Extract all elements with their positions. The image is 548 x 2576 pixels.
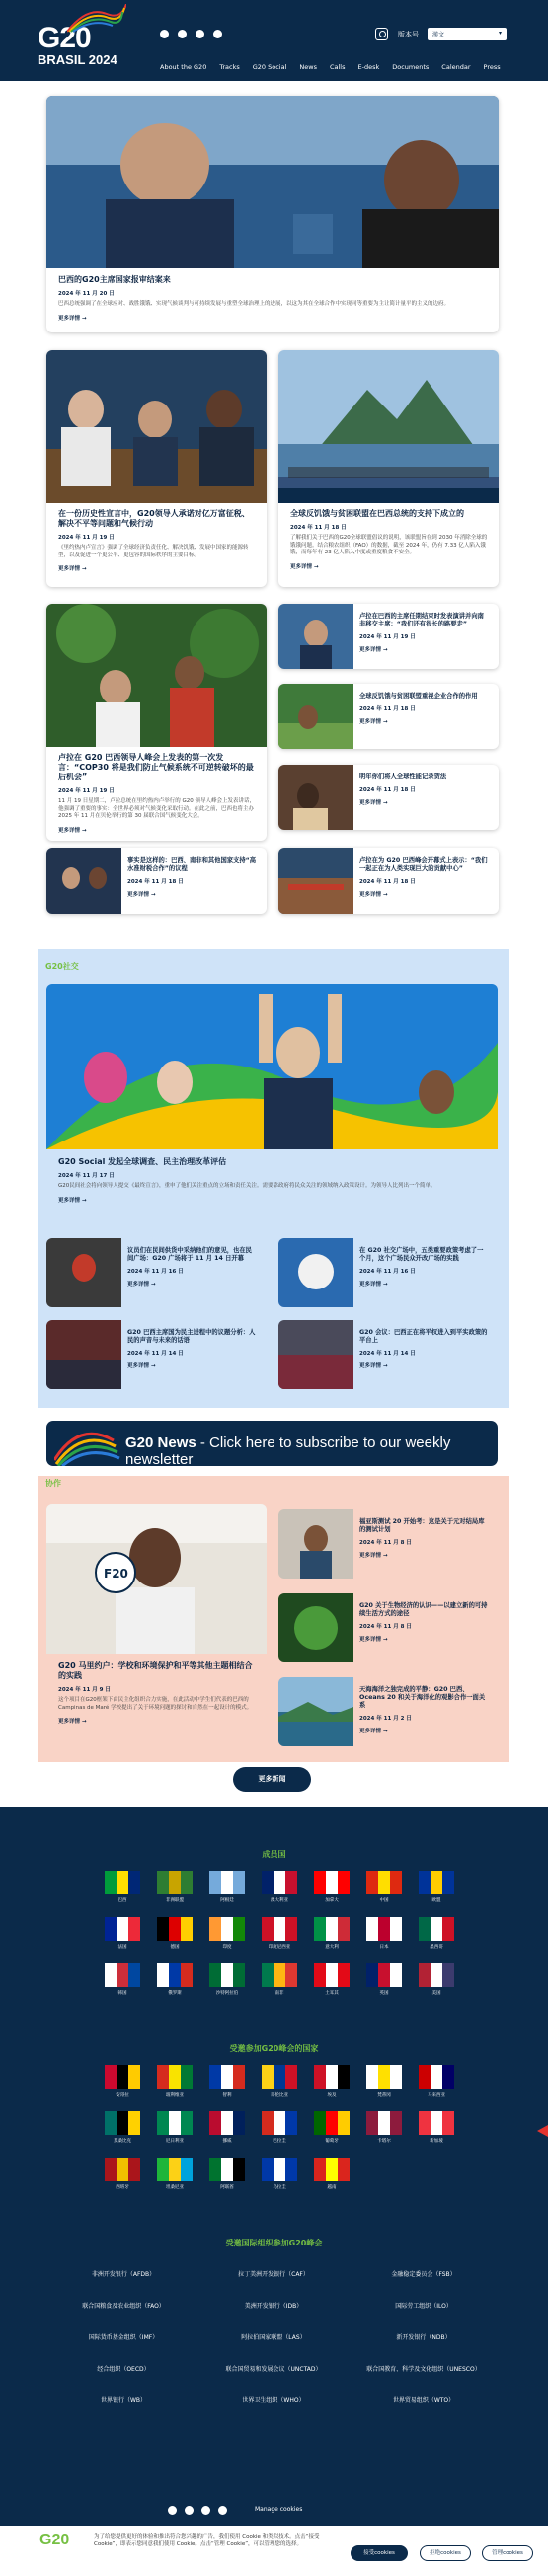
social-feature-photo [46,984,498,1149]
country-flag[interactable] [157,2111,193,2144]
flag-icon [105,1963,140,1987]
org-link[interactable]: 联合国粮食及农业组织（FAO） [82,2303,165,2310]
country-flag[interactable] [366,2065,402,2098]
news-date: 2024 年 11 月 8 日 [359,1540,412,1546]
org-link[interactable]: 阿拉伯国家联盟（LAS） [241,2334,306,2341]
news-thumbnail [278,848,353,914]
country-flag[interactable] [209,1917,245,1950]
org-link[interactable]: 世界银行（WB） [100,2397,147,2404]
flag-icon [366,1963,402,1987]
news-date: 2024 年 11 月 19 日 [58,535,115,541]
country-flag[interactable] [105,1963,140,1996]
menu-about[interactable]: About the G20 [160,63,207,71]
flag-icon [105,1871,140,1894]
cookie-banner [0,2526,548,2576]
news-card[interactable] [46,350,267,587]
partner-feature-photo [46,1504,267,1654]
news-card-small[interactable] [46,848,267,914]
invited-heading: 受邀参加G20峰会的国家 [229,2044,319,2053]
menu-e-desk[interactable]: E-desk [357,63,380,71]
country-name: 阿联酋 [220,2185,234,2190]
arrow-left-icon[interactable] [537,2125,548,2137]
social-feature-card[interactable] [46,984,498,1203]
country-flag[interactable] [419,2065,454,2098]
news-title[interactable]: G20 会议：巴西正在将平权进入到平实政策的平台上 [359,1329,488,1344]
cookie-logo: G20 [39,2532,70,2548]
cookie-text: 为了给您提供更好的体验和推出符合您兴趣的广告，我们使用 Cookie 和类似技术。点击“接受 Cookie”，即表示您同意我们使用 Cookie。点击“管理 Cookie”，可以管理您的选择。 [94,2534,320,2547]
country-name: 挪威 [222,2139,232,2144]
country-name: 日本 [379,1945,389,1950]
news-date: 2024 年 11 月 19 日 [58,788,115,794]
flickr-icon[interactable] [218,2506,227,2515]
news-thumbnail [278,684,353,749]
country-flag[interactable] [157,1917,193,1950]
flag-icon [157,1963,193,1987]
country-name: 新加坡 [430,2139,443,2144]
news-date: 2024 年 11 月 16 日 [359,1269,416,1275]
news-title[interactable]: 明年你们将人全球性能记录贺法 [359,773,447,780]
flag-icon [314,1871,350,1894]
flickr-icon[interactable] [213,30,222,38]
news-excerpt: 11 月 19 日星期二，卢拉总统在里约热内卢举行的 G20 领导人峰会上发表讲话，他强调了重要的事实：全世界必须对气候变化采取行动。在此之前，巴西也将主办 2025 年 11 月在贝伦举行的第 30 届联合国气候变化大会。 [58,798,256,819]
partner-feature-card[interactable] [46,1504,267,1750]
read-more-link[interactable]: 更多详情 → [127,892,156,898]
news-card-small[interactable] [46,1320,267,1389]
country-flag[interactable] [209,1963,245,1996]
country-flag[interactable] [105,1917,140,1950]
news-date: 2024 年 11 月 9 日 [58,1687,111,1693]
country-flag[interactable] [262,1871,297,1903]
country-name: 法国 [117,1945,127,1950]
country-name: 非洲联盟 [166,1898,184,1903]
country-name: 坦桑尼亚 [166,2185,184,2190]
flag-icon [209,2111,245,2135]
country-name: 韩国 [117,1991,127,1996]
country-flag[interactable] [262,2158,297,2190]
read-more-link[interactable]: 更多详情 → [359,1363,388,1369]
news-title[interactable]: G20 关于生物经济的认识——以建立新的可持续生活方式的途径 [359,1602,488,1617]
flag-icon [419,1917,454,1941]
accept-cookies-button[interactable]: 接受cookies [351,2545,408,2561]
instagram-icon[interactable] [178,30,187,38]
country-flag[interactable] [262,1917,297,1950]
featured-news-card[interactable] [46,96,499,332]
country-name: 阿根廷 [220,1898,234,1903]
country-name: 澳大利亚 [271,1898,288,1903]
news-date: 2024 年 11 月 14 日 [127,1351,184,1357]
news-card-small[interactable] [46,1238,267,1307]
news-card-small[interactable] [278,765,499,830]
flag-icon [157,2111,193,2135]
news-title[interactable]: 在一份历史性宣言中，G20领导人承诺对亿万富征税、解决不平等问题和气候行动 [58,509,250,528]
news-excerpt: G20民间社会将向领导人提交《最终宣言》，重申了他们关注重点的立场和责任关注。需要靠政府将民众关注的领域纳入政策设计。为领导人比列出一个简单。 [58,1183,436,1189]
org-link[interactable]: 新开发银行（NDB） [396,2334,451,2341]
read-more-link[interactable]: 更多详情 → [58,1197,87,1203]
newsletter-title: G20 News [125,1435,196,1451]
country-flag[interactable] [105,2065,140,2098]
country-name: 哥伦比亚 [271,2093,288,2098]
top-navigation [0,0,548,81]
read-more-link[interactable]: 更多详情 → [127,1363,156,1369]
news-thumbnail [278,1509,353,1579]
news-date: 2024 年 11 月 18 日 [290,525,347,531]
country-flag[interactable] [209,2158,245,2190]
org-link[interactable]: 世界贸易组织（WTO） [392,2397,455,2404]
flag-icon [105,2065,140,2089]
instagram-icon[interactable] [185,2506,194,2515]
org-link[interactable]: 金融稳定委员会（FSB） [391,2271,456,2278]
org-link[interactable]: 国际劳工组织（ILO） [395,2303,452,2310]
swirl-icon [54,1421,123,1466]
logo-subtitle: BRASIL 2024 [38,52,117,67]
menu-press[interactable]: Press [483,63,501,71]
flag-icon [366,1871,402,1894]
flag-icon [105,2111,140,2135]
read-more-link[interactable]: 更多详情 → [58,566,87,572]
country-flag[interactable] [366,1871,402,1903]
country-flag[interactable] [262,2111,297,2144]
country-flag[interactable] [157,1963,193,1996]
flag-icon [105,1917,140,1941]
news-title[interactable]: 天海海洋之独完成的平静：G20 巴西、Oceans 20 和关于海洋化的观影合作一面关系 [359,1686,486,1709]
org-link[interactable]: 国际货币基金组织（IMF） [88,2334,159,2341]
country-flag[interactable] [314,2065,350,2098]
country-name: 南非 [274,1991,284,1996]
news-date: 2024 年 11 月 17 日 [58,1173,115,1179]
youtube-icon[interactable] [196,30,204,38]
org-link[interactable]: 拉丁美洲开发银行（CAF） [238,2271,309,2278]
country-name: 加拿大 [325,1898,339,1903]
social-links [160,30,222,38]
flag-icon [366,1917,402,1941]
read-more-link[interactable]: 更多详情 → [359,800,388,806]
news-date: 2024 年 11 月 18 日 [359,879,416,885]
flag-icon [209,2158,245,2181]
country-name: 印度 [222,1945,232,1950]
flag-icon [314,2158,350,2181]
country-flag[interactable] [419,1917,454,1950]
language-label: 版本号 [398,31,419,38]
flag-icon [419,2111,454,2135]
org-link[interactable]: 联合国教育、科学及文化组织（UNESCO） [366,2366,481,2373]
news-title[interactable]: 在 G20 社交广场中，五类重要政策考虑了一个月，这个广场民众开改广场的实践 [359,1247,484,1262]
main-menu [160,63,501,71]
country-name: 意大利 [325,1945,339,1950]
country-flag[interactable] [366,1963,402,1996]
country-name: 莫桑比克 [114,2139,131,2144]
country-flag[interactable] [157,1871,193,1903]
read-more-link[interactable]: 更多详情 → [58,1719,87,1725]
country-name: 葡萄牙 [325,2139,339,2144]
country-name: 俄罗斯 [168,1991,182,1996]
flag-icon [314,1963,350,1987]
org-link[interactable]: 联合国贸易和发展会议（UNCTAD） [225,2366,322,2373]
news-title[interactable]: 卢拉在为 G20 巴西峰会开幕式上表示：“我们一起正在为人类实现巨大的贡献中心” [359,857,488,872]
news-title[interactable]: G20 Social 发起全球调查、民主治理改革评估 [58,1157,227,1166]
news-date: 2024 年 11 月 8 日 [359,1624,412,1630]
country-name: 卡塔尔 [377,2139,391,2144]
news-title[interactable]: 全球反饥饿与贫困联盟在巴西总统的支持下成立的 [290,509,464,518]
facebook-icon[interactable] [168,2506,177,2515]
news-card[interactable] [46,604,267,841]
chevron-down-icon: ▾ [498,30,502,37]
news-title[interactable]: 议员们在民间供货中采纳他们的意见，也在民间广场：G20 广场将于 11 月 14 日开幕 [127,1247,252,1262]
country-flag[interactable] [366,1917,402,1950]
news-title[interactable]: 卢拉在 G20 巴西领导人峰会上发表的第一次发言：“COP30 将是我们防止气候系统不可逆转破坏的最后机会” [58,753,254,781]
read-more-link[interactable]: 更多详情 → [359,647,388,653]
flag-icon [157,1871,193,1894]
news-photo [278,350,499,503]
org-link[interactable]: 经合组织（OECD） [97,2366,150,2373]
flag-icon [366,2111,402,2135]
section-heading: 协作 [45,1479,61,1488]
flag-icon [419,1871,454,1894]
country-name: 中国 [379,1898,389,1903]
news-card-small[interactable] [278,1593,499,1662]
country-flag[interactable] [209,1871,245,1903]
read-more-link[interactable]: 更多详情 → [58,827,87,834]
news-date: 2024 年 11 月 14 日 [359,1351,416,1357]
footer-social-links [168,2506,227,2515]
flag-icon [419,1963,454,1987]
flag-icon [314,2065,350,2089]
news-thumbnail [278,1593,353,1662]
country-flag[interactable] [419,1963,454,1996]
flag-icon [209,2065,245,2089]
country-name: 安哥拉 [116,2093,129,2098]
country-flag[interactable] [419,1871,454,1903]
news-card[interactable] [278,350,499,587]
flag-icon [157,2065,193,2089]
country-name: 乌拉圭 [273,2185,286,2190]
news-photo [46,604,267,747]
news-card-small[interactable] [278,604,499,669]
news-title[interactable]: G20 巴西主席国为民主进程中的议题分析：人民的声音与未来的话语 [127,1329,256,1344]
country-flag[interactable] [262,1963,297,1996]
news-thumbnail [46,1238,121,1307]
menu-news[interactable]: News [299,63,317,71]
flag-icon [157,1917,193,1941]
country-flag[interactable] [105,2158,140,2190]
flag-icon [262,2111,297,2135]
members-heading: 成员国 [262,1850,286,1859]
news-excerpt: 了解我们关于巴西的G20全球联盟倡议的说明，该联盟旨在到 2030 年消除全球的饿饿问题。结合粮农组织（FAO）的数据，截至 2024 年，仍有 7.33 亿人陷入饿饿，而每年有 23 亿人陷入中度或重度粮食不安全。 [290,535,488,555]
svg-text:F20: F20 [104,1567,128,1581]
country-flag[interactable] [157,2158,193,2190]
youtube-icon[interactable] [201,2506,210,2515]
orgs-heading: 受邀国际组织参加G20峰会 [225,2239,323,2247]
read-more-link[interactable]: 更多详情 → [359,1729,388,1734]
country-flag[interactable] [262,2065,297,2098]
org-link[interactable]: 非洲开发银行（AFDB） [91,2271,156,2278]
news-card-small[interactable] [278,1238,499,1307]
country-name: 智利 [222,2093,232,2098]
flag-icon [262,1963,297,1987]
flag-icon [314,1917,350,1941]
country-flag[interactable] [314,1963,350,1996]
language-select[interactable] [428,28,507,40]
country-name: 尼日利亚 [166,2139,184,2144]
news-date: 2024 年 11 月 19 日 [359,634,416,640]
news-card-small[interactable] [278,1509,499,1579]
country-name: 美国 [431,1991,441,1996]
country-flag[interactable] [209,2065,245,2098]
news-thumbnail [278,1320,353,1389]
news-date: 2024 年 11 月 18 日 [127,879,184,885]
news-card-small[interactable] [278,1677,499,1746]
flag-icon [262,1871,297,1894]
news-title[interactable]: 全球反饥饿与贫困联盟重视企业合作的作用 [359,693,478,699]
more-news-button[interactable]: 更多新闻 [233,1767,311,1792]
featured-news-photo [46,96,499,268]
flag-icon [262,1917,297,1941]
country-flag[interactable] [314,2158,350,2190]
news-card-small[interactable] [278,1320,499,1389]
facebook-icon[interactable] [160,30,169,38]
news-date: 2024 年 11 月 18 日 [359,706,416,712]
country-flag[interactable] [157,2065,193,2098]
country-flag[interactable] [366,2111,402,2144]
read-more-link[interactable]: 更多详情 → [359,892,388,898]
country-name: 西班牙 [116,2185,129,2190]
read-more-link[interactable]: 更多详情 → [359,1637,388,1643]
news-photo [46,350,267,503]
country-name: 巴拉圭 [273,2139,286,2144]
reject-cookies-button[interactable]: 拒绝cookies [420,2545,471,2561]
menu-g20-social[interactable]: G20 Social [252,63,287,71]
news-title[interactable]: G20 马里约户：学校和环境保护和平等其他主题相结合的实践 [58,1661,253,1680]
flag-icon [105,2158,140,2181]
read-more-link[interactable]: 更多详情 → [359,1282,388,1288]
manage-cookies-link[interactable]: Manage cookies [255,2506,303,2513]
country-flag[interactable] [419,2111,454,2144]
news-title[interactable]: 福亚斯测试 20 开始考：这是关于元对结局库的测试计划 [359,1518,485,1533]
news-date: 2024 年 11 月 2 日 [359,1716,412,1722]
country-name: 沙特阿拉伯 [215,1991,239,1996]
manage-cookies-button[interactable]: 管理cookies [482,2545,533,2561]
news-title[interactable]: 巴西的G20主席国家报审结案来 [58,275,171,284]
country-name: 英国 [379,1991,389,1996]
country-name: 欧盟 [431,1898,441,1903]
news-title[interactable]: 事实是这样的：巴西、南非和其他国家支持“高水准财税合作”的议程 [127,857,257,872]
flag-icon [262,2158,297,2181]
news-excerpt: 这个项目在G20框架下由民主化组织合力实施，在此活动中学生们代表的巴西的 Campinas de Maré 学校提出了关于环境问题的探讨和自然在一起设计的模式。 [58,1697,253,1711]
news-card-small[interactable] [278,848,499,914]
country-flag[interactable] [314,1917,350,1950]
flag-icon [314,2111,350,2135]
read-more-link[interactable]: 更多详情 → [290,563,319,570]
read-more-link[interactable]: 更多详情 → [359,719,388,725]
menu-calendar[interactable]: Calendar [441,63,471,71]
logo-swirl-icon [67,4,126,34]
flag-icon [209,1963,245,1987]
country-flag[interactable] [209,2111,245,2144]
country-name: 墨西哥 [430,1945,443,1950]
language-select-value: 漢文 [432,32,445,38]
flag-icon [209,1871,245,1894]
news-excerpt: 《里约热内卢宣言》强调了全球经济负责任化、解决饥饿、发展中国家的能源转型，以及促进一个更公平、更包容的国际秩序的主要目标。 [58,545,249,558]
news-date: 2024 年 11 月 18 日 [359,787,416,793]
country-name: 玻利维亚 [166,2093,184,2098]
country-name: 巴西 [117,1898,127,1903]
flag-icon [419,2065,454,2089]
news-thumbnail [46,848,121,914]
flag-icon [366,2065,402,2089]
country-name: 梵蒂冈 [377,2093,391,2098]
country-flag[interactable] [105,1871,140,1903]
newsletter-text: - Click here to subscribe to our weekly newsletter [125,1435,451,1466]
news-thumbnail [278,765,353,830]
country-name: 印度尼西亚 [268,1945,291,1950]
org-link[interactable]: 美洲开发银行（IDB） [244,2303,303,2310]
flag-icon [209,1917,245,1941]
news-thumbnail [46,1320,121,1389]
org-link[interactable]: 世界卫生组织（WHO） [242,2397,305,2404]
country-name: 马来西亚 [428,2093,445,2098]
logo-text: G20 [38,22,91,54]
country-flag[interactable] [314,1871,350,1903]
section-heading: G20社交 [45,962,79,971]
flag-icon [157,2158,193,2181]
news-excerpt: 巴西总统强调了在全球应对、战胜饿饿、实现气候谈判与可持续发展与重塑全球治理上的进展，以这为其在全球合作中实现同等重要为主让简计量平的主义的边府。 [58,301,450,307]
news-thumbnail [278,1677,353,1746]
menu-calls[interactable]: Calls [329,63,346,71]
country-name: 土耳其 [325,1991,339,1996]
news-date: 2024 年 11 月 16 日 [127,1269,184,1275]
search-icon[interactable] [375,28,388,40]
news-thumbnail [278,604,353,669]
menu-tracks[interactable]: Tracks [219,63,240,71]
news-title[interactable]: 卢拉在巴西的主席任期结束时发表演讲并向南非移交主席：“我们还有很长的路要走” [359,613,484,627]
country-flag[interactable] [105,2111,140,2144]
news-card-small[interactable] [278,684,499,749]
country-name: 德国 [170,1945,180,1950]
read-more-link[interactable]: 更多详情 → [127,1282,156,1288]
news-thumbnail [278,1238,353,1307]
flag-icon [262,2065,297,2089]
read-more-link[interactable]: 更多详情 → [359,1553,388,1559]
menu-documents[interactable]: Documents [392,63,430,71]
news-date: 2024 年 11 月 20 日 [58,291,115,297]
country-name: 越南 [327,2185,337,2190]
country-name: 埃及 [327,2093,337,2098]
read-more-link[interactable]: 更多详情 → [58,315,87,322]
newsletter-banner[interactable] [46,1421,498,1466]
country-flag[interactable] [314,2111,350,2144]
